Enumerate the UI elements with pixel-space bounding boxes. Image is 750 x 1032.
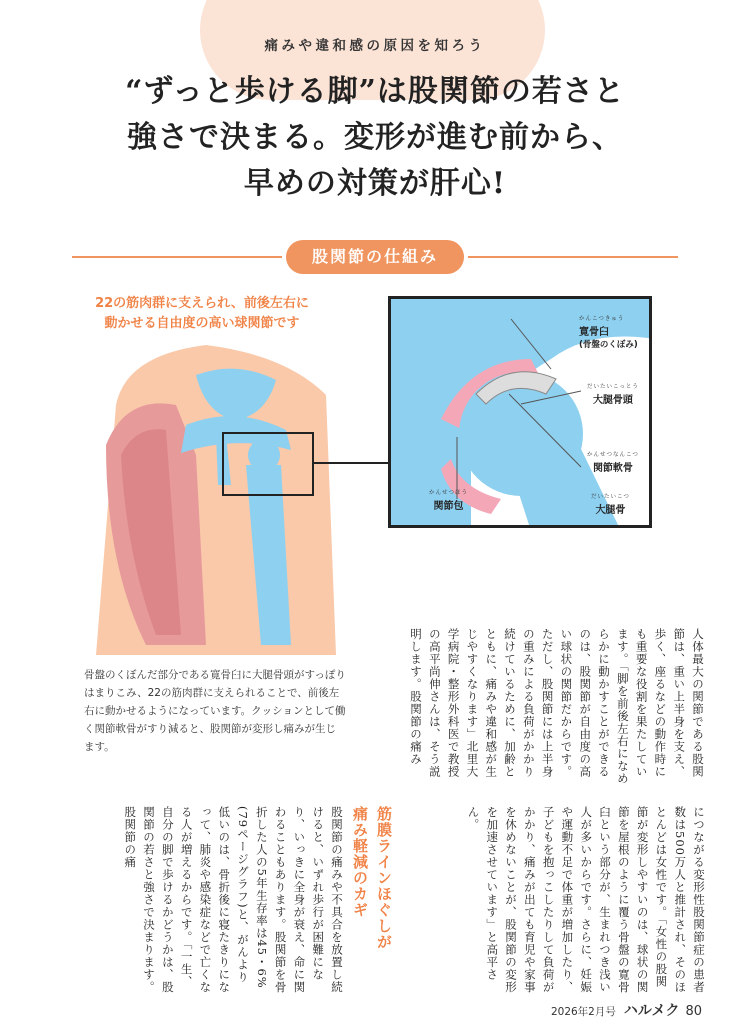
- hip-joint-closeup: [388, 296, 652, 528]
- figure-lead-line-1: 22の筋肉群に支えられ、前後左右に: [95, 296, 309, 311]
- label-femur: だいたいこつ 大腿骨: [591, 494, 630, 516]
- page-number: 80: [685, 1004, 702, 1019]
- figure-caption: 骨盤のくぼんだ部分である寛骨臼に大腿骨頭がすっぽりはまりこみ、22の筋肉群に支えられることで、前後左右に動かせるようになっています。クッションとして働く関節軟骨がすり減ると、股関節が変形し痛みが生じます。: [84, 669, 346, 753]
- page-footer: [551, 1000, 702, 1020]
- kicker: 痛みや違和感の原因を知ろう: [264, 38, 486, 54]
- subheading-line-2: 痛み軽減のカギ: [351, 806, 369, 918]
- issue-date: 2026年2月号: [550, 1006, 616, 1018]
- body-column-2: につながる変形性股関節症の患者数は500万人と推計され、そのほとんどは女性です。「女性の股関節が変形しやすいのは、球状の関節を屋根のように覆う骨盤の寛骨臼という部分が、生まれつき浅い人が多いからです。さらに、妊娠や運動不足で体重が増加したり、子どもを抱っこしたりして負荷がかかり、痛みが出ても育児や家事を休めないことが、股関節の変形を加速させています」と高平さん。: [466, 806, 706, 994]
- brand-name: ハルメク: [623, 1003, 680, 1019]
- label-articular-cartilage: かんせつなんこつ 関節軟骨: [587, 452, 639, 474]
- headline-line-2: 強さで決まる。変形が進む前から、: [127, 120, 623, 155]
- figure-lead-line-2: 動かせる自由度の高い球関節です: [104, 316, 300, 331]
- section-rule-right: [468, 256, 678, 258]
- section-heading: 股関節の仕組み: [286, 240, 464, 274]
- label-joint-capsule: かんせつほう 関節包: [429, 490, 469, 512]
- subheading: [344, 806, 396, 1006]
- label-femoral-head: だいたいこっとう 大腿骨頭: [587, 384, 639, 406]
- joint-focus-box: [222, 432, 314, 496]
- section-rule-left: [72, 256, 282, 258]
- subheading-line-1: 筋膜ラインほぐしが: [375, 806, 393, 950]
- body-column-3: 股関節の痛みや不具合を放置し続けると、いずれ歩行が困難になり、いっきに全身が衰え、命に関わることもあります。股関節を骨折した人の5年生存率は45・6%(79ページグラフ)と、がんより低いのは、骨折後に寝たきりになって、肺炎や感染症などで亡くなる人が増えるからです。「一生、自分の脚で歩けるかどうかは、股関節の若さと強さで決まります。股関節の痛: [123, 806, 344, 994]
- body-column-1: 人体最大の関節である股関節は、重い上半身を支え、歩く、座るなどの動作時にも重要な役割を果たしています。「脚を前後左右になめらかに動かすことができるのは、股関節が自由度の高い球状の関節だからです。ただし、股関節には上半身の重みによる負荷がかかり続けているために、加齢とともに、痛みや違和感が生じやすくなります」北里大学病院・整形外科医で教授の高平尚伸さんは、そう説明します。股関節の痛み: [409, 628, 705, 785]
- hip-anatomy-illustration: [86, 335, 356, 655]
- connector-line: [313, 462, 391, 464]
- headline-line-3: 早めの対策が肝心!: [243, 166, 507, 201]
- headline-line-1: “ずっと歩ける脚”は股関節の若さと: [125, 74, 625, 109]
- label-acetabulum: かんこつきゅう 寛骨臼 (骨盤のくぼみ): [579, 316, 638, 350]
